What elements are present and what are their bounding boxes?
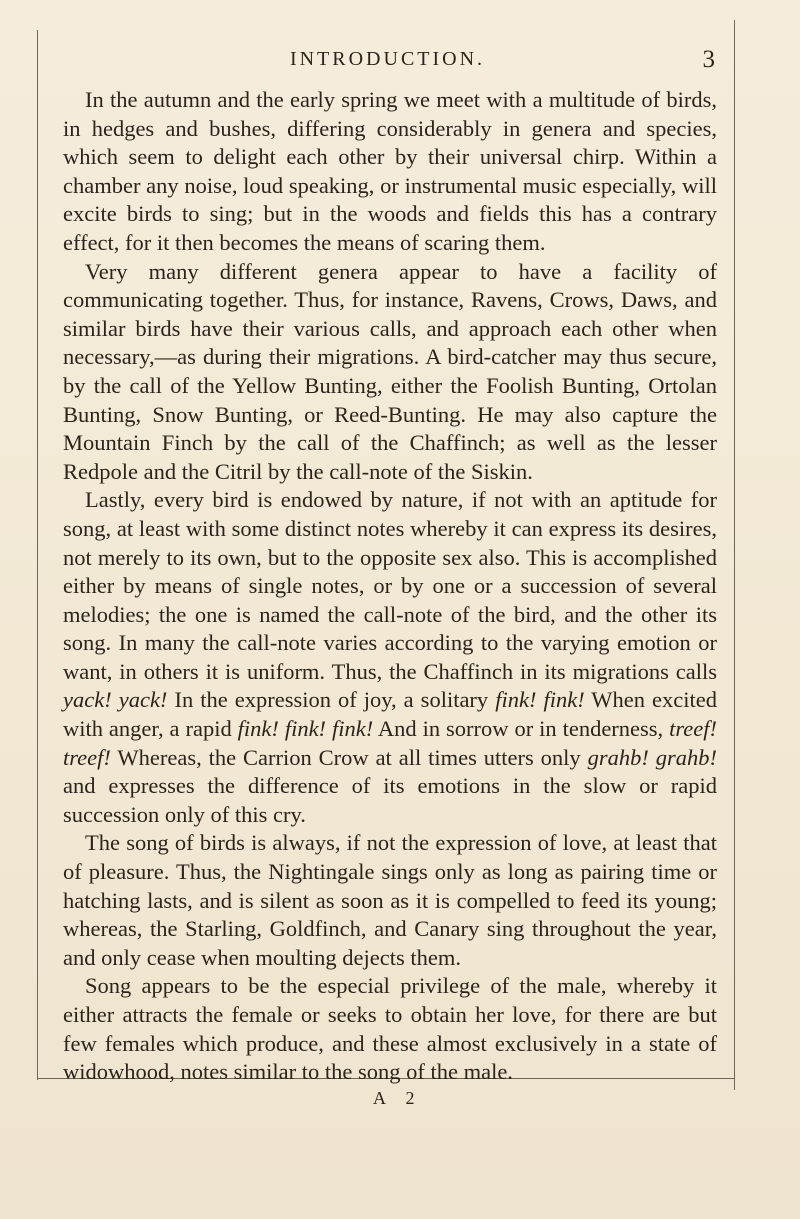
- page-number: 3: [702, 46, 715, 73]
- page-header: [60, 48, 715, 82]
- text-run: Whereas, the Carrion Crow at all times utters only: [110, 744, 588, 770]
- paragraph: [63, 486, 717, 829]
- italic-call-note: yack! yack!: [63, 687, 168, 713]
- running-head: INTRODUCTION.: [289, 48, 486, 70]
- italic-call-note: fink! fink! fink!: [237, 716, 374, 742]
- paragraph: [63, 86, 717, 258]
- text-run: Very many different genera appear to have a facility of communicating together. Thus, for instance, Ravens, Crows, Daws, and similar birds have their various calls, and approach each other when necessary,—as during their migrations. A bird-catcher may thus secure, by the call of the Yellow Bunting, either the Foolish Bunting, Ortolan Bunting, Snow Bunting, or Reed-Bunting. He may also capture the Mountain Finch by the call of the Chaffinch; as well as the lesser Redpole and the Citril by the call-note of the Siskin.: [63, 258, 717, 484]
- text-run: Lastly, every bird is endowed by nature, if not with an aptitude for song, at least with some distinct notes whereby it can express its desires, not merely to its own, but to the opposite sex also. This is accomplished either by means of single notes, or by one or a succession of several melodies; the one is named the call-note of the bird, and the other its song. In many the call-note varies according to the varying emotion or want, in others it is uniform. Thus, the Chaffinch in its migrations calls: [63, 487, 717, 684]
- italic-call-note: fink! fink!: [495, 687, 585, 713]
- text-run: In the autumn and the early spring we meet with a multitude of birds, in hedges and bushes, differing considerably in genera and species, which seem to delight each other by their universal chirp. Within a chamber any noise, loud speaking, or instrumental music especially, will excite birds to sing; but in the woods and fields this has a contrary effect, for it then becomes the means of scaring them.: [63, 87, 717, 255]
- italic-call-note: grahb! grahb!: [587, 744, 718, 770]
- italic-call-note: treef! treef!: [63, 716, 717, 770]
- paragraph: [63, 829, 717, 972]
- paragraph: [63, 972, 717, 1086]
- text-run: and expresses the difference of its emotions in the slow or rapid succession only of this cry.: [63, 773, 717, 827]
- page-border-left: [37, 30, 38, 1080]
- text-run: In the expression of joy, a solitary: [167, 687, 496, 713]
- printer-signature: A 2: [373, 1088, 423, 1108]
- body-text: [63, 86, 717, 1087]
- page-border-right: [734, 20, 735, 1090]
- text-run: Song appears to be the especial privilege of the male, whereby it either attracts the female or seeks to obtain her love, for there are but few females which produce, and these almost exclusively in a state of widowhood, notes similar to the song of the male.: [63, 973, 717, 1085]
- text-run: The song of birds is always, if not the expression of love, at least that of pleasure. Thus, the Nightingale sings only as long as pairing time or hatching lasts, and is silent as soon as it is compelled to feed its young; whereas, the Starling, Goldfinch, and Canary sing throughout the year, and only cease when moulting dejects them.: [63, 830, 717, 970]
- text-run: When excited with anger, a rapid: [63, 687, 718, 742]
- text-run: And in sorrow or in tenderness,: [373, 716, 670, 742]
- paragraph: [63, 258, 717, 487]
